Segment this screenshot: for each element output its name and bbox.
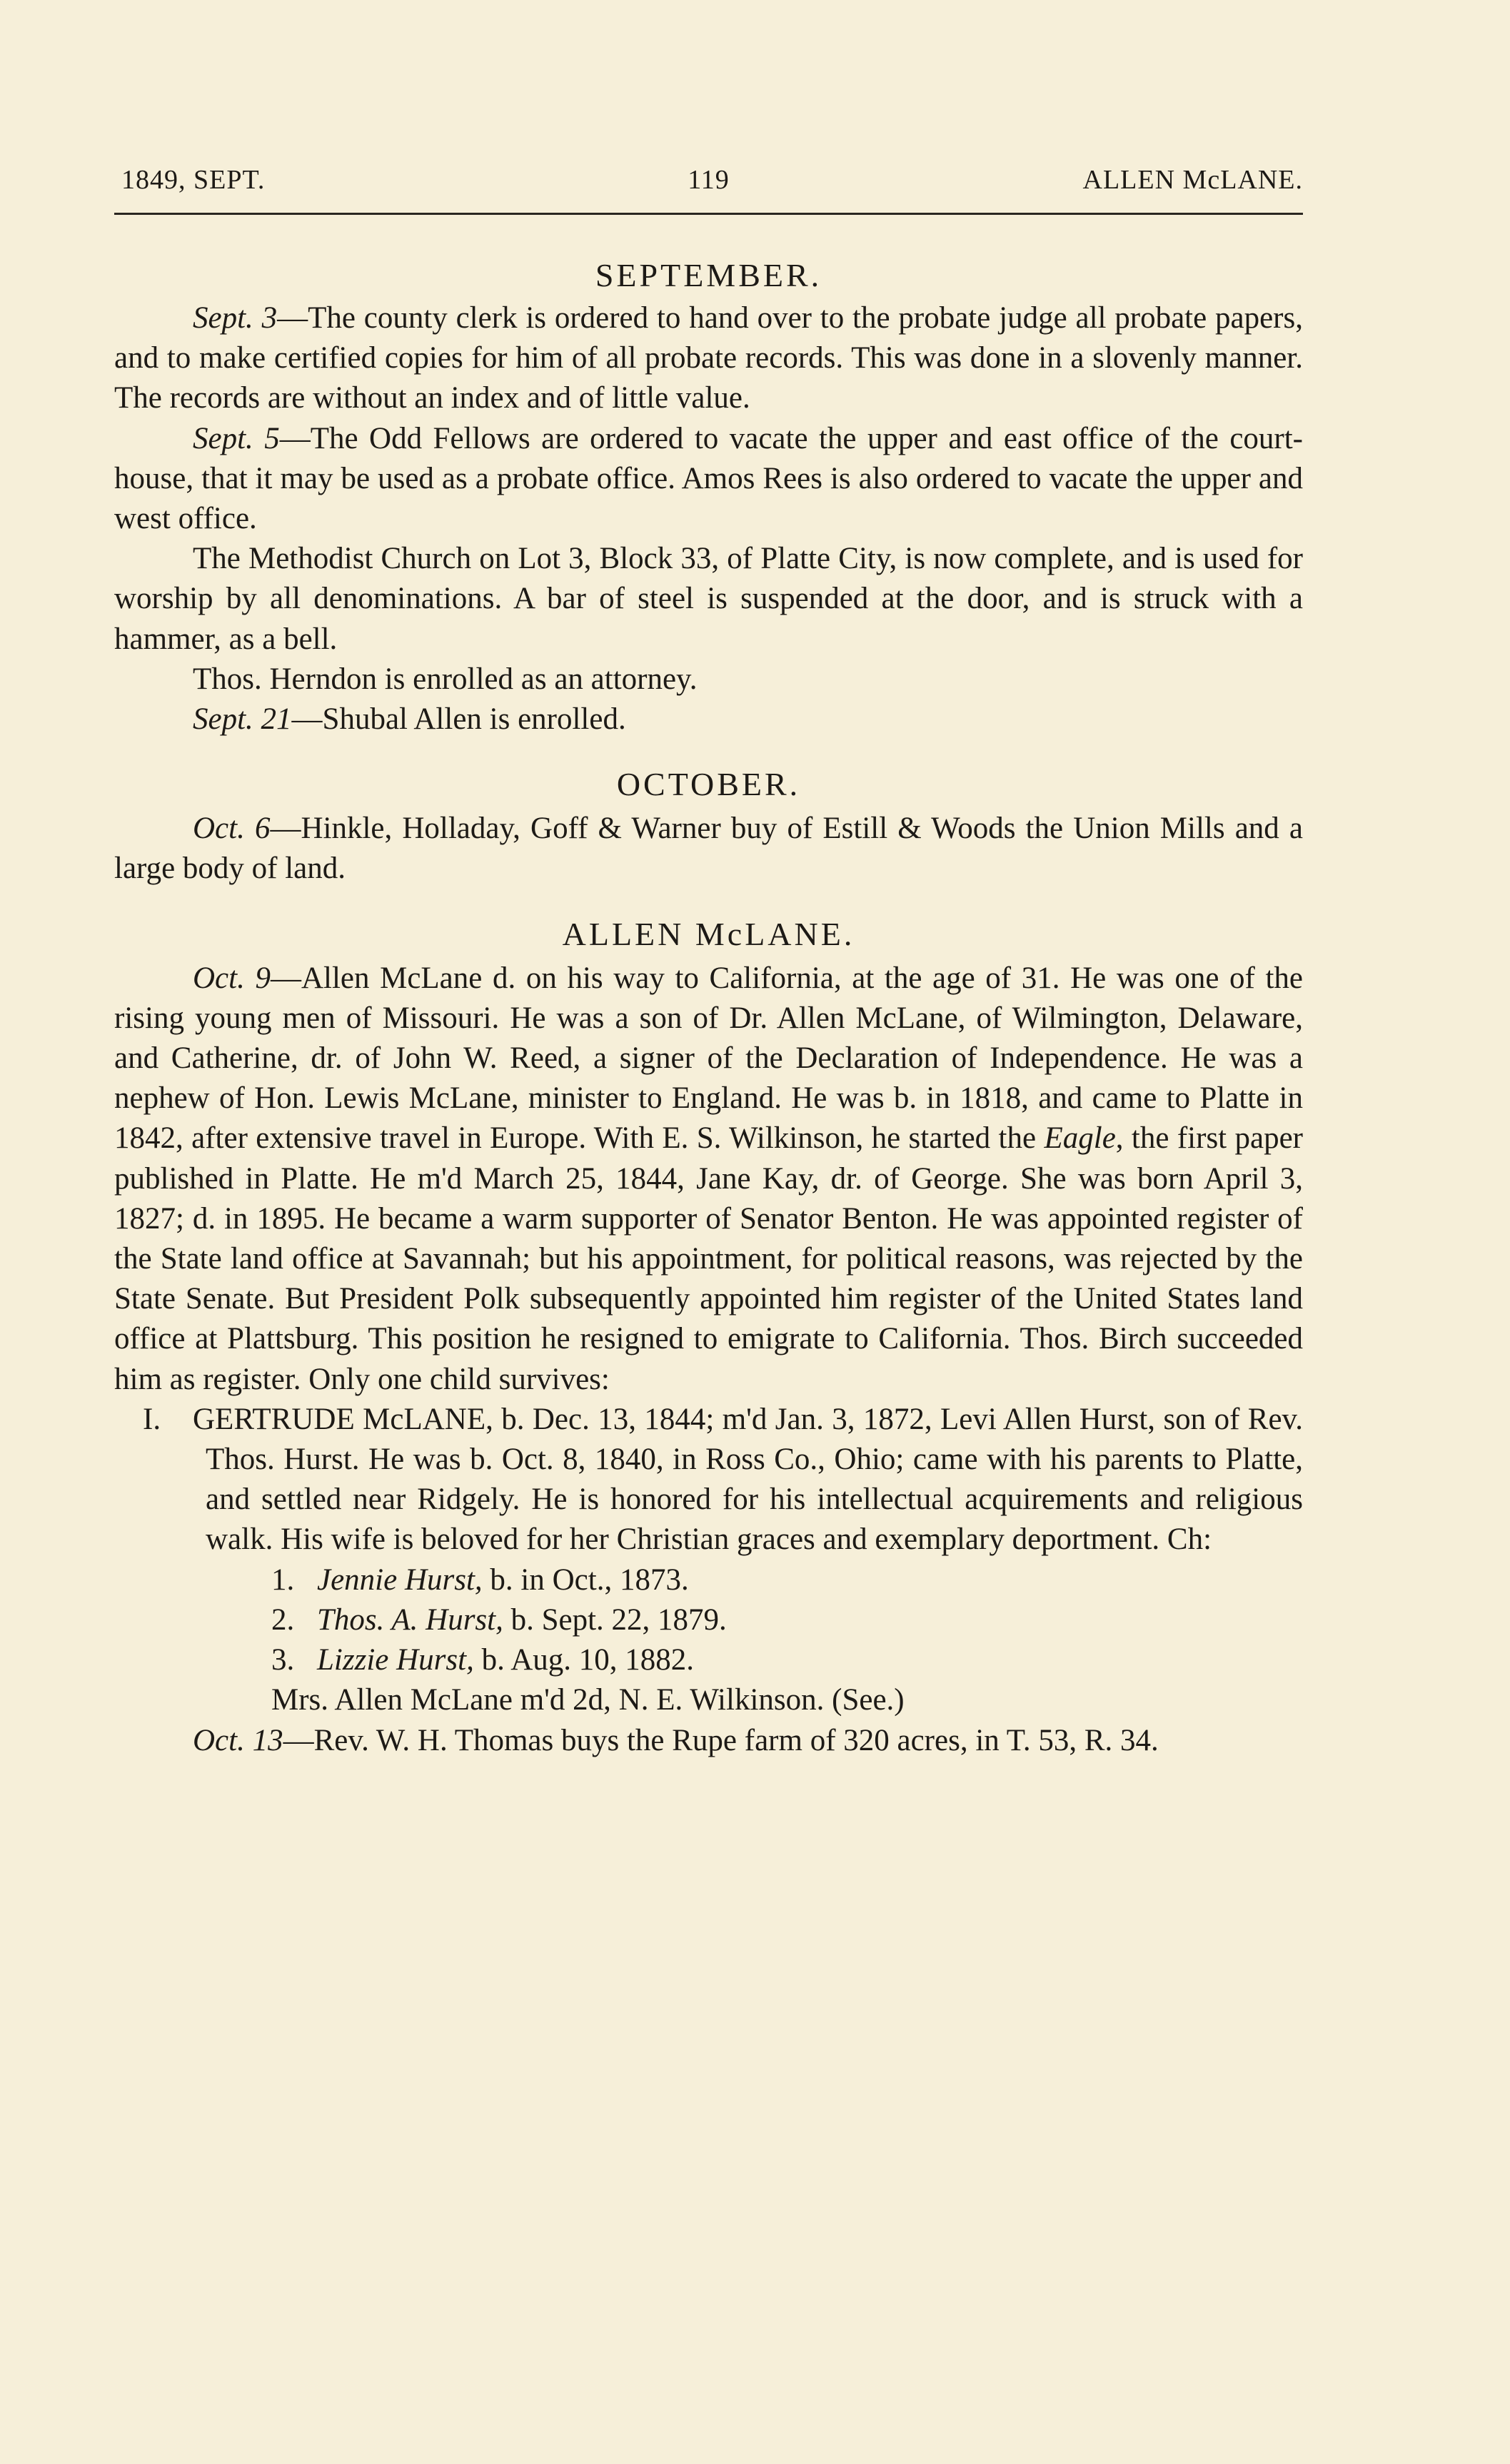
genealogy-item [143,1400,1303,1560]
october-section [114,765,1303,889]
entry-text: —The county clerk is ordered to hand over to the probate judge all probate papers, and to make certified copies for him of all probate records. This was done in a slovenly manner. The records are without an index and of little value. [114,301,1303,415]
children-list [271,1560,1303,1681]
entry-date: Sept. 21 [193,702,292,737]
entry-text: Thos. Herndon is enrolled as an attorney. [193,662,698,696]
child-number: 1. [271,1562,295,1597]
september-section [114,256,1303,739]
october-heading: OCTOBER. [616,766,801,803]
child-name: Thos. A. Hurst, [317,1602,503,1637]
running-head-date: 1849, SEPT. [121,165,266,195]
running-head-title: ALLEN McLANE. [1082,165,1303,195]
allen-mclane-section [114,915,1303,1761]
genealogy-text: GERTRUDE McLANE, b. Dec. 13, 1844; m'd Jan. 3, 1872, Levi Allen Hurst, son of Rev. Thos. Hurst. He was b. Oct. 8, 1840, in Ross Co., Ohio; came with his parents to Platte, and settled near Ridgely. He is honored for his intellectual acquirements and religious walk. His wife is beloved for her Christian graces and exemplary deportment. Ch: [193,1402,1303,1557]
entry-oct-6 [114,809,1303,889]
child-number: 3. [271,1643,295,1677]
entry-text: —The Odd Fellows are ordered to vacate the upper and east office of the court-house, that it may be used as a probate office. Amos Rees is also ordered to vacate the upper and west office. [114,421,1303,536]
child-detail: b. Sept. 22, 1879. [503,1602,727,1637]
entry-text: —Hinkle, Holladay, Goff & Warner buy of Estill & Woods the Union Mills and a large body of land. [114,812,1303,886]
running-head [114,164,1303,215]
child-detail: b. in Oct., 1873. [482,1562,689,1597]
entry-sept-21 [114,700,1303,739]
page-number: 119 [688,165,730,195]
child-item [271,1640,1303,1680]
entry-text: —Shubal Allen is enrolled. [291,702,626,737]
entry-date: Sept. 5 [193,421,280,455]
entry-text: —Rev. W. H. Thomas buys the Rupe farm of 320 acres, in T. 53, R. 34. [283,1723,1159,1757]
entry-date: Oct. 13 [193,1723,283,1757]
child-name: Jennie Hurst, [317,1562,483,1597]
child-number: 2. [271,1602,295,1637]
entry-date: Sept. 3 [193,301,278,335]
entry-date: Oct. 9 [193,961,271,995]
remarriage-note: Mrs. Allen McLane m'd 2d, N. E. Wilkinson. (See.) [271,1683,905,1717]
child-item [271,1560,1303,1600]
september-heading: SEPTEMBER. [595,257,822,293]
child-detail: b. Aug. 10, 1882. [473,1643,695,1677]
allen-mclane-heading: ALLEN McLANE. [562,915,855,952]
newspaper-name: Eagle [1044,1121,1116,1156]
entry-oct-9 [114,959,1303,1400]
entry-text: The Methodist Church on Lot 3, Block 33, of Platte City, is now complete, and is used for worship by all denominations. A bar of steel is suspended at the door, and is struck with a hammer, as a bell. [114,542,1303,656]
entry-sept-5 [114,419,1303,540]
child-item [271,1600,1303,1640]
entry-text: —Allen McLane d. on his way to California, at the age of 31. He was one of the rising young men of Missouri. He was a son of Dr. Allen McLane, of Wilmington, Delaware, and Catherine, dr. of John W. Reed, a signer of the Declaration of Independence. He was a nephew of Hon. Lewis McLane, minister to England. He was b. in 1818, and came to Platte in 1842, after extensive travel in Europe. With E. S. Wilkinson, he started the [114,961,1303,1156]
entry-herndon [114,660,1303,700]
genealogy-numeral: I. [143,1402,161,1436]
entry-oct-13 [114,1721,1303,1761]
entry-date: Oct. 6 [193,812,271,846]
child-name: Lizzie Hurst, [317,1643,474,1677]
entry-text-continued: , the first paper published in Platte. He m'd March 25, 1844, Jane Kay, dr. of George. She was born April 3, 1827; d. in 1895. He became a warm supporter of Senator Benton. He was appointed register of the State land office at Savannah; but his appointment, for political reasons, was rejected by the State Senate. But President Polk subsequently appointed him register of the United States land office at Plattsburg. This position he resigned to emigrate to California. Thos. Birch succeeded him as register. Only one child survives: [114,1121,1303,1396]
entry-methodist-church [114,539,1303,660]
entry-sept-3 [114,298,1303,419]
